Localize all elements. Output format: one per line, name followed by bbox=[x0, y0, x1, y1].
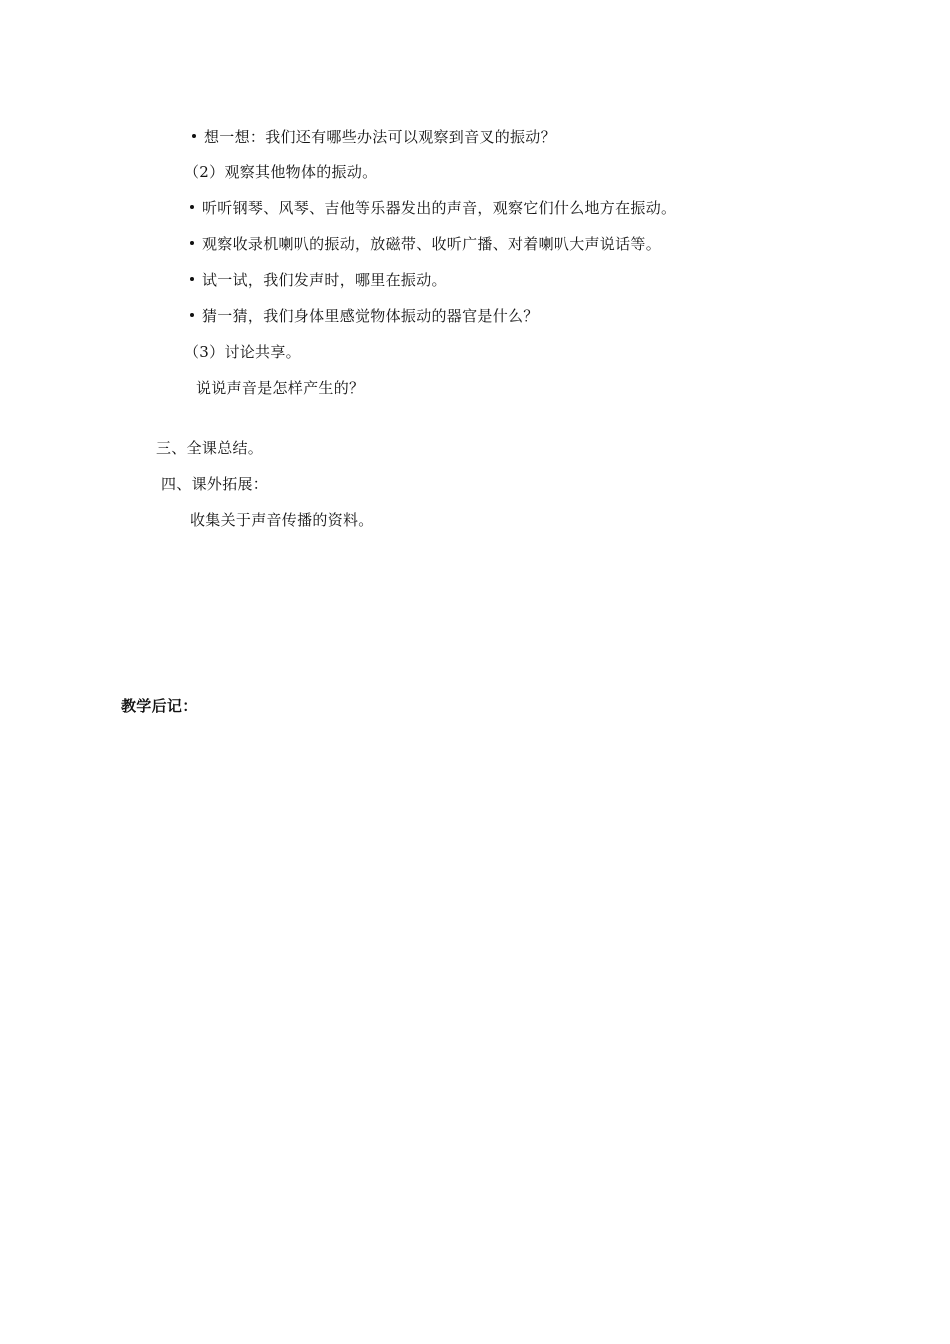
heading-text: 教学后记： bbox=[121, 697, 198, 715]
line-text: 收集关于声音传播的资料。 bbox=[190, 511, 374, 529]
section-extension bbox=[161, 474, 268, 494]
discussion-question bbox=[196, 378, 364, 398]
line-text: 观察收录机喇叭的振动，放磁带、收听广播、对着喇叭大声说话等。 bbox=[202, 235, 662, 253]
bullet-line-guess bbox=[190, 306, 539, 326]
line-text: （3）讨论共享。 bbox=[184, 343, 301, 361]
bullet-icon bbox=[190, 277, 194, 281]
line-text: 听听钢琴、风琴、吉他等乐器发出的声音，观察它们什么地方在振动。 bbox=[202, 199, 677, 217]
extension-task bbox=[190, 510, 374, 530]
subsection-3 bbox=[184, 342, 301, 362]
section-summary bbox=[156, 438, 263, 458]
line-text: 猜一猜，我们身体里感觉物体振动的器官是什么？ bbox=[202, 307, 539, 325]
bullet-line-try bbox=[190, 270, 447, 290]
line-text: 想一想：我们还有哪些办法可以观察到音叉的振动？ bbox=[204, 128, 556, 146]
bullet-icon bbox=[190, 205, 194, 209]
teaching-notes-heading bbox=[121, 696, 198, 716]
line-text: 试一试，我们发声时，哪里在振动。 bbox=[202, 271, 447, 289]
line-text: 四、课外拓展： bbox=[161, 475, 269, 493]
line-text: 说说声音是怎样产生的？ bbox=[196, 379, 365, 397]
line-text: 三、全课总结。 bbox=[156, 439, 264, 457]
bullet-icon bbox=[192, 134, 196, 138]
bullet-line-tuning-fork bbox=[192, 127, 556, 147]
bullet-icon bbox=[190, 241, 194, 245]
line-text: （2）观察其他物体的振动。 bbox=[184, 163, 378, 181]
subsection-2 bbox=[184, 162, 377, 182]
bullet-icon bbox=[190, 313, 194, 317]
bullet-line-instruments bbox=[190, 198, 676, 218]
bullet-line-speaker bbox=[190, 234, 661, 254]
